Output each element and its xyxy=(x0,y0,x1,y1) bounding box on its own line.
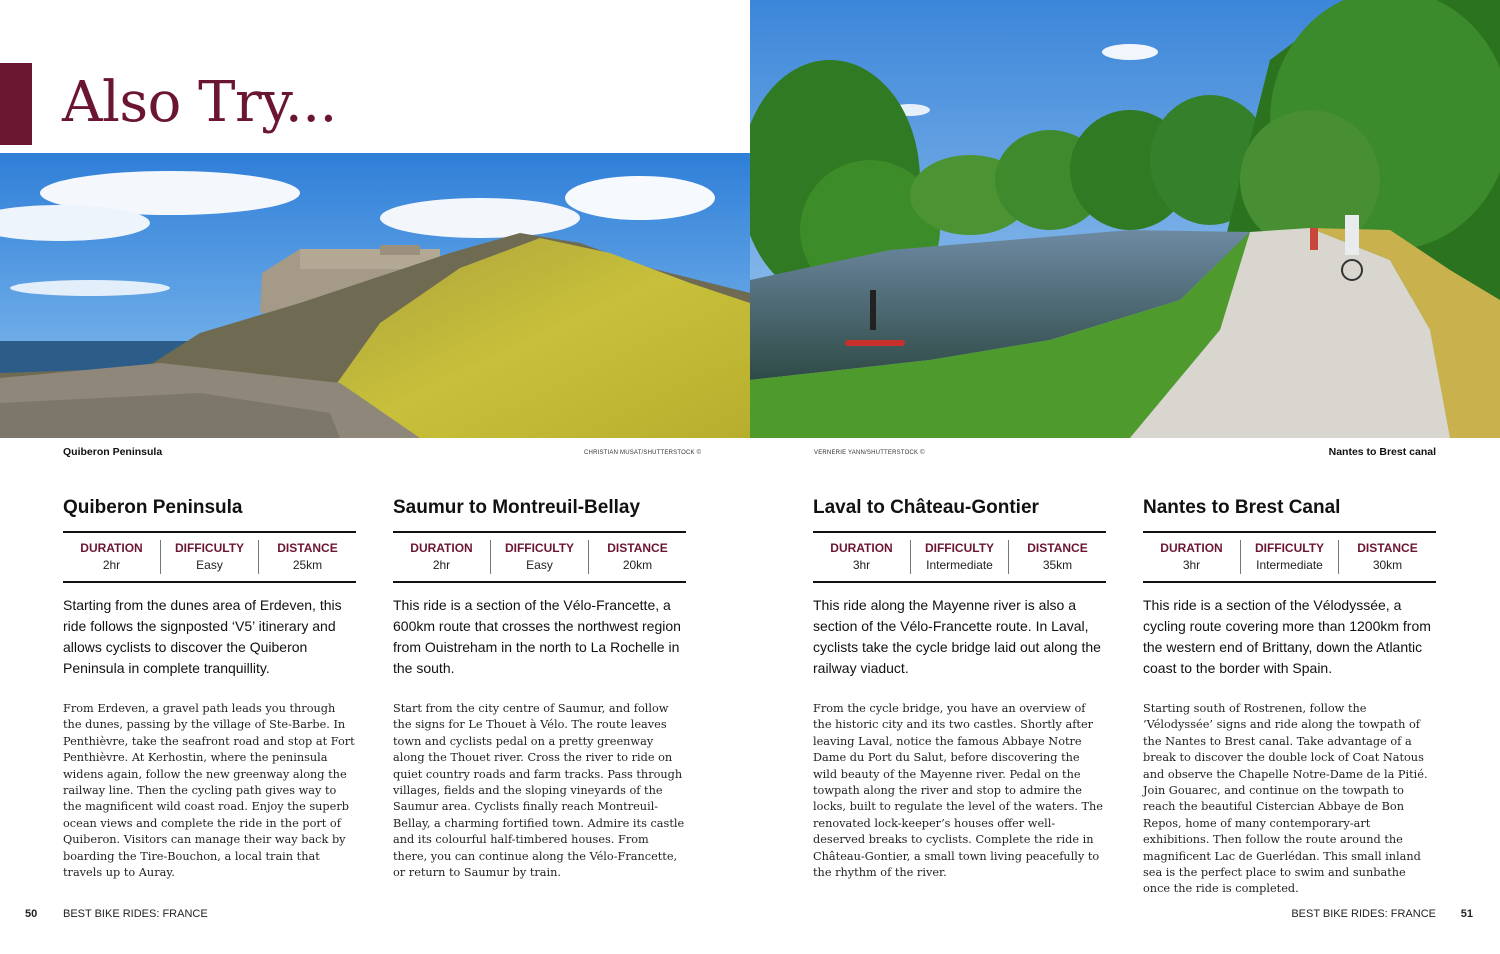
route-title: Saumur to Montreuil-Bellay xyxy=(393,497,641,518)
route-intro: This ride along the Mayenne river is also a section of the Vélo-Francette route. In Laval, cyclists take the cycle bridge laid out along the railway viaduct. xyxy=(813,597,1101,676)
distance-stat xyxy=(1008,540,1106,574)
difficulty-label: DIFFICULTY xyxy=(174,541,245,555)
right-running-title: BEST BIKE RIDES: FRANCE xyxy=(1291,908,1436,920)
page-title: Also Try... xyxy=(62,70,337,135)
duration-stat xyxy=(63,540,160,574)
route-intro: This ride is a section of the Vélodyssée, a cycling route covering more than 1200km from the western end of Brittany, down the Atlantic coast to the border with Spain. xyxy=(1143,597,1431,676)
route-title: Quiberon Peninsula xyxy=(63,497,243,518)
distance-label: DISTANCE xyxy=(607,541,668,555)
route-saumur xyxy=(393,497,686,881)
duration-stat xyxy=(813,540,910,574)
left-page-number: 50 xyxy=(25,908,38,920)
distance-label: DISTANCE xyxy=(277,541,338,555)
route-title: Nantes to Brest Canal xyxy=(1143,497,1341,518)
difficulty-stat xyxy=(910,540,1008,574)
route-stats xyxy=(813,531,1106,583)
difficulty-stat xyxy=(160,540,258,574)
duration-label: DURATION xyxy=(410,541,473,555)
difficulty-label: DIFFICULTY xyxy=(924,541,995,555)
route-stats xyxy=(1143,531,1436,583)
route-intro: This ride is a section of the Vélo-Francette, a 600km route that crosses the northwest region from Ouistreham in the north to La Rochelle in the south. xyxy=(393,597,681,676)
difficulty-label: DIFFICULTY xyxy=(1254,541,1325,555)
difficulty-value: Easy xyxy=(196,558,223,572)
duration-value: 2hr xyxy=(102,558,121,572)
route-body: From Erdeven, a gravel path leads you through the dunes, passing by the village of Ste-Barbe. In Penthièvre, take the seafront road and stop at Fort Penthièvre. At Kerhostin, where the peninsula widens again, follow the new greenway along the railway line. Then the cycling path gives way to the magnificent wild coast road. Enjoy the superb ocean views and complete the ride in the port of Quiberon. Visitors can manage their way back by boarding the Tire-Bouchon, a local train that travels up to Auray. xyxy=(63,702,355,880)
difficulty-value: Intermediate xyxy=(926,558,993,572)
route-quiberon xyxy=(63,497,356,881)
left-photo-caption: Quiberon Peninsula xyxy=(63,446,163,458)
distance-label: DISTANCE xyxy=(1357,541,1418,555)
route-body: Start from the city centre of Saumur, and follow the signs for Le Thouet à Vélo. The route leaves town and cyclists pedal on a pretty greenway along the Thouet river. Cross the river to ride on quiet country roads and farm tracks. Pass through villages, fields and the sloping vineyards of the Saumur area. Cyclists finally reach Montreuil-Bellay, a charming fortified town. Admire its castle and its colourful half-timbered houses. From there, you can continue along the Vélo-Francette, or return to Saumur by train. xyxy=(393,702,685,880)
duration-value: 3hr xyxy=(852,558,871,572)
distance-value: 35km xyxy=(1042,558,1073,572)
route-nantes-brest xyxy=(1143,497,1436,898)
nantes-brest-canal-photo xyxy=(750,0,1500,438)
route-title: Laval to Château-Gontier xyxy=(813,497,1039,518)
route-stats xyxy=(63,531,356,583)
distance-stat xyxy=(1338,540,1436,574)
distance-stat xyxy=(588,540,686,574)
distance-value: 30km xyxy=(1372,558,1403,572)
duration-stat xyxy=(393,540,490,574)
route-body: From the cycle bridge, you have an overview of the historic city and its two castles. Shortly after leaving Laval, notice the famous Abbaye Notre Dame du Port du Salut, before discovering the wild beauty of the Mayenne river. Pedal on the towpath along the river and stop to admire the locks, built to regulate the level of the waters. The renovated lock-keeper’s houses offer well-deserved breaks to cyclists. Complete the ride in Château-Gontier, a small town living peacefully to the rhythm of the river. xyxy=(813,702,1103,880)
duration-label: DURATION xyxy=(1160,541,1223,555)
route-stats xyxy=(393,531,686,583)
difficulty-stat xyxy=(490,540,588,574)
route-intro: Starting from the dunes area of Erdeven, this ride follows the signposted ‘V5’ itinerary and allows cyclists to discover the Quiberon Peninsula in complete tranquillity. xyxy=(63,597,342,676)
difficulty-label: DIFFICULTY xyxy=(504,541,575,555)
difficulty-value: Easy xyxy=(526,558,553,572)
difficulty-value: Intermediate xyxy=(1256,558,1323,572)
right-photo-caption: Nantes to Brest canal xyxy=(1328,446,1436,458)
distance-label: DISTANCE xyxy=(1027,541,1088,555)
title-accent-bar xyxy=(0,63,32,145)
quiberon-peninsula-photo xyxy=(0,153,750,438)
duration-label: DURATION xyxy=(830,541,893,555)
duration-stat xyxy=(1143,540,1240,574)
duration-value: 3hr xyxy=(1182,558,1201,572)
right-page-number: 51 xyxy=(1460,908,1473,920)
distance-value: 20km xyxy=(622,558,653,572)
duration-value: 2hr xyxy=(432,558,451,572)
distance-value: 25km xyxy=(292,558,323,572)
left-running-title: BEST BIKE RIDES: FRANCE xyxy=(63,908,208,920)
difficulty-stat xyxy=(1240,540,1338,574)
route-laval xyxy=(813,497,1106,881)
distance-stat xyxy=(258,540,356,574)
duration-label: DURATION xyxy=(80,541,143,555)
left-photo-credit: CHRISTIAN MUSAT/SHUTTERSTOCK © xyxy=(584,450,702,456)
route-body: Starting south of Rostrenen, follow the ‘Vélodyssée’ signs and ride along the towpath of the Nantes to Brest canal. Take advantage of a break to discover the double lock of Coat Natous and observe the Chapelle Notre-Dame de la Pitié. Join Gouarec, and continue on the towpath to reach the beautiful Cistercian Abbaye de Bon Repos, home of many contemporary-art exhibitions. Then follow the route around the magnificent Lac de Guerlédan. This small inland sea is the perfect place to swim and sunbathe once the ride is completed. xyxy=(1143,702,1428,896)
right-photo-credit: VERNERIE YANN/SHUTTERSTOCK © xyxy=(814,450,925,456)
